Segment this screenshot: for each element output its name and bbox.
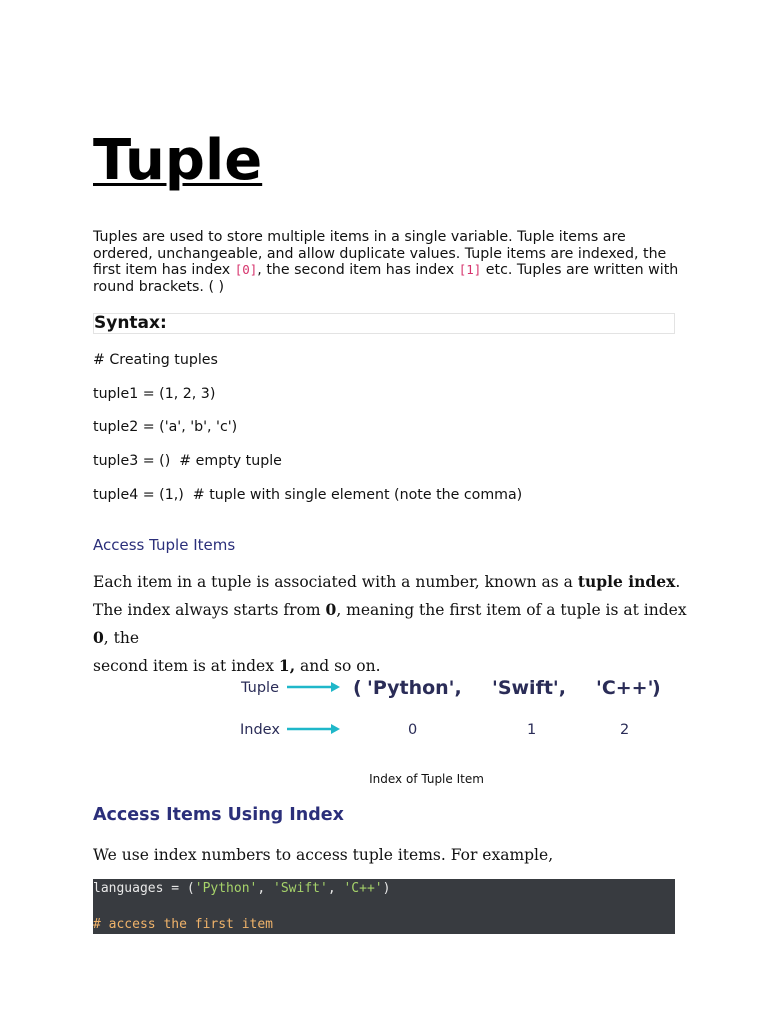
code-string: 'Swift' (273, 881, 328, 896)
tuple-item: 'Swift', (492, 677, 566, 699)
tuple-item: 'C++' (596, 677, 654, 699)
syntax-heading-box (93, 313, 675, 334)
zero-bold: 0 (325, 600, 337, 619)
code-string: 'Python' (194, 881, 258, 896)
tuple-index-bold: tuple index (577, 572, 676, 591)
tuple-index-diagram (230, 668, 670, 748)
intro-text-1: Tuples are used to store multiple items in a single variable. Tuple items are ordered, unchangeable, and allow duplicate values. Tuple items are indexed, the first item has index (93, 229, 667, 278)
syntax-line: # Creating tuples (93, 352, 218, 368)
index-row-label: Index (240, 722, 280, 738)
code-text: , (257, 881, 274, 896)
intro-text-2: , the second item has index (257, 262, 459, 278)
intro-text-3: etc. Tuples are written with round brackets. ( ) (93, 262, 679, 295)
code-text: languages = ( (93, 881, 195, 896)
para-text: . (675, 573, 681, 591)
arrow-right-icon (287, 682, 340, 692)
syntax-line: tuple2 = ('a', 'b', 'c') (93, 419, 238, 435)
zero-bold: 0 (93, 628, 104, 647)
code-text: ) (382, 881, 391, 896)
para-text: The index always starts from (93, 601, 326, 619)
para-text: , meaning the first item of a tuple is at index (336, 601, 687, 619)
syntax-line: tuple1 = (1, 2, 3) (93, 386, 216, 402)
tuple-row-label: Tuple (241, 680, 279, 696)
index-1-code: [1] (458, 262, 482, 277)
code-string: 'C++' (343, 881, 383, 896)
close-paren: ) (652, 677, 661, 699)
para-text: Each item in a tuple is associated with a number, known as a (93, 573, 578, 591)
syntax-heading: Syntax: (94, 313, 167, 333)
tuple-index-paragraph (93, 568, 693, 680)
syntax-line: tuple4 = (1,) # tuple with single element (note the comma) (93, 487, 523, 503)
access-tuple-items-heading: Access Tuple Items (93, 536, 236, 554)
index-value: 2 (620, 722, 630, 738)
code-text: , (327, 881, 344, 896)
diagram-caption: Index of Tuple Item (369, 772, 484, 786)
code-block (93, 879, 675, 934)
tuple-item: 'Python', (367, 677, 462, 699)
code-line (93, 880, 390, 898)
index-value: 1 (527, 722, 537, 738)
code-comment: # access the first item (93, 917, 274, 932)
page-title: Tuple (93, 128, 263, 193)
syntax-line: tuple3 = () # empty tuple (93, 453, 282, 469)
para-text: and so on. (295, 657, 381, 675)
access-items-heading: Access Items Using Index (93, 805, 344, 825)
para-text: second item is at index (93, 657, 279, 675)
arrow-right-icon (287, 724, 340, 734)
intro-paragraph (93, 229, 683, 295)
index-0-code: [0] (234, 262, 258, 277)
index-value: 0 (408, 722, 418, 738)
one-bold: 1, (278, 656, 296, 675)
example-intro-paragraph: We use index numbers to access tuple items. For example, (93, 846, 554, 864)
para-text: , the (103, 629, 140, 647)
open-paren: ( (353, 677, 362, 699)
